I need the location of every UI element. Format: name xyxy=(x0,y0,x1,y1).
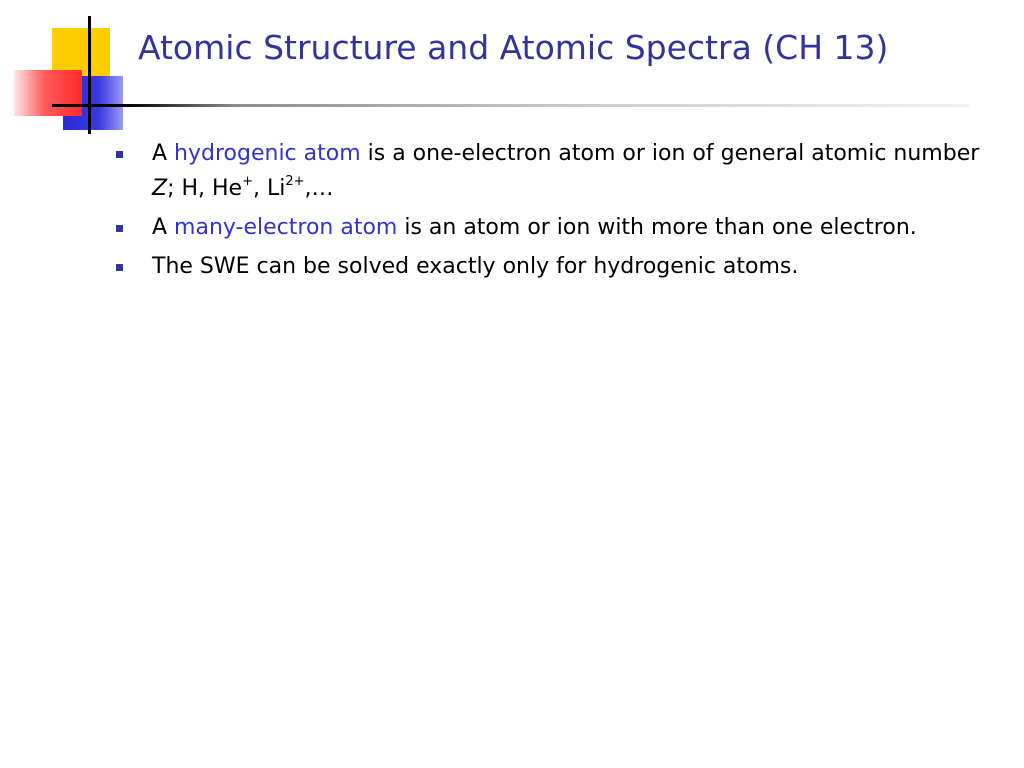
bullet-text: ,… xyxy=(304,176,334,201)
term-many-electron-atom: many-electron atom xyxy=(174,215,398,240)
term-hydrogenic-atom: hydrogenic atom xyxy=(174,141,361,166)
variable-z: Z xyxy=(152,176,168,201)
bullet-text: The SWE can be solved exactly only for hydrogenic atoms. xyxy=(152,254,799,279)
bullet-item-many-electron xyxy=(112,210,992,245)
bullet-item-swe xyxy=(112,249,992,284)
bullet-text: is a one-electron atom or ion of general atomic number xyxy=(360,141,980,166)
bullet-square-icon xyxy=(116,264,123,271)
slide-title: Atomic Structure and Atomic Spectra (CH 13) xyxy=(138,28,889,67)
bullet-text: ; H, He xyxy=(167,176,243,201)
title-underline xyxy=(52,104,970,107)
bullet-text: , Li xyxy=(253,176,286,201)
bullet-text: is an atom or ion with more than one electron. xyxy=(397,215,917,240)
bullet-square-icon xyxy=(116,225,123,232)
bullet-item-hydrogenic xyxy=(112,136,992,206)
bullet-text: A xyxy=(152,141,175,166)
logo-vertical-line xyxy=(88,16,91,134)
bullet-square-icon xyxy=(116,151,123,158)
superscript-charge: + xyxy=(242,173,253,189)
bullet-text: A xyxy=(152,215,175,240)
logo-red-square xyxy=(14,70,82,116)
superscript-charge: 2+ xyxy=(285,173,305,189)
bullet-list xyxy=(112,136,992,288)
